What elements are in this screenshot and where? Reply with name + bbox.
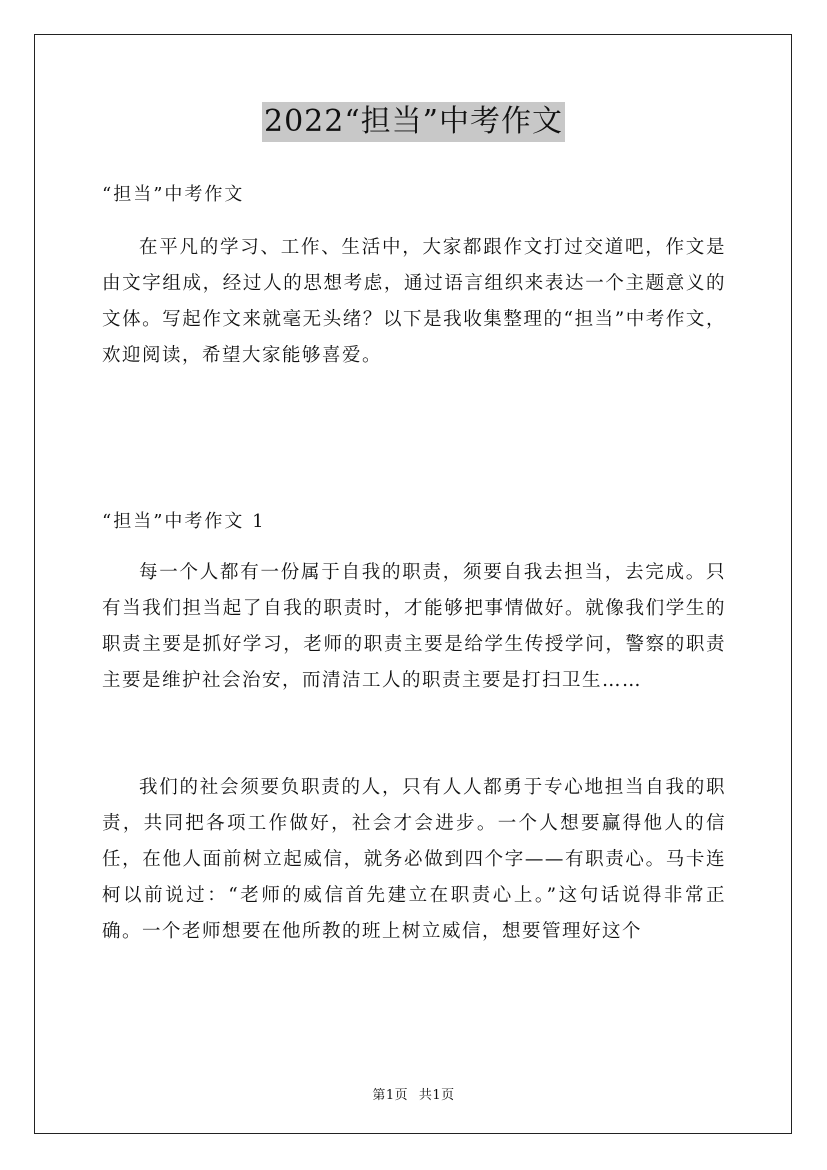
page-number: 第1页: [372, 1088, 409, 1103]
section-heading: “担当”中考作文: [102, 184, 245, 205]
intro-paragraph: 在平凡的学习、工作、生活中，大家都跟作文打过交道吧，作文是由文字组成，经过人的思想考虑，通过语言组织来表达一个主题意义的文体。写起作文来就毫无头绪？以下是我收集整理的“担当”中考作文，欢迎阅读，希望大家能够喜爱。: [102, 237, 726, 366]
title-container: [0, 102, 827, 142]
essay-heading: “担当”中考作文 1: [102, 511, 266, 532]
page-total: 共1页: [418, 1088, 455, 1103]
essay-paragraph-1: 每一个人都有一份属于自我的职责，须要自我去担当，去完成。只有当我们担当起了自我的职责时，才能够把事情做好。就像我们学生的职责主要是抓好学习，老师的职责主要是给学生传授学问，警察的职责主要是维护社会治安，而清洁工人的职责主要是打扫卫生……: [102, 562, 726, 691]
essay-paragraph-2: 我们的社会须要负职责的人，只有人人都勇于专心地担当自我的职责，共同把各项工作做好，社会才会进步。一个人想要赢得他人的信任，在他人面前树立起威信，就务必做到四个字——有职责心。马卡连柯以前说过：“老师的威信首先建立在职责心上。”这句话说得非常正确。一个老师想要在他所教的班上树立威信，想要管理好这个: [102, 777, 726, 942]
page-footer: [0, 1084, 827, 1103]
document-title: 2022“担当”中考作文: [262, 102, 565, 142]
